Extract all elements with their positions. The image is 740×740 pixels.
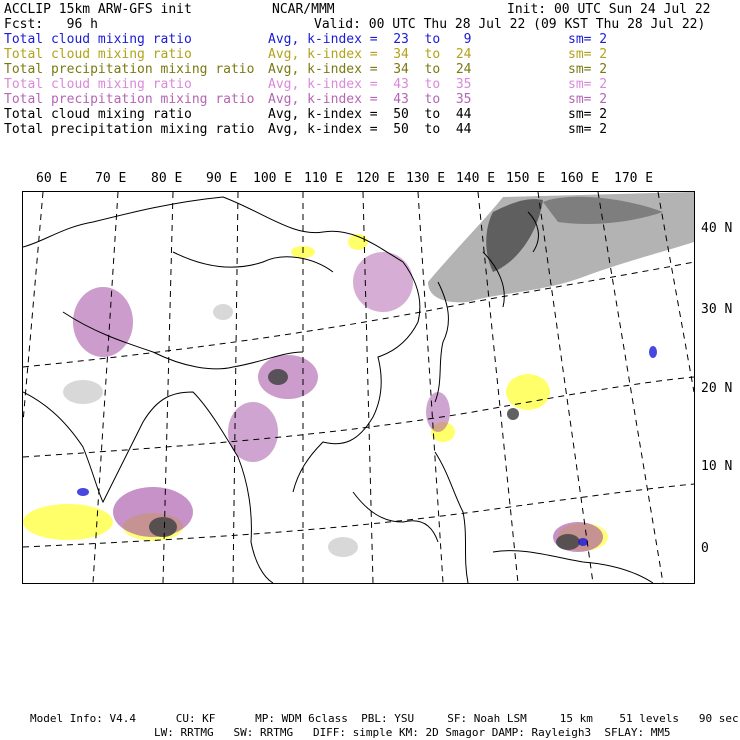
- field-smoothing: sm= 2: [568, 47, 608, 62]
- field-k-index: Avg, k-index = 43 to 35: [268, 92, 472, 107]
- longitude-label: 120 E: [356, 171, 396, 186]
- field-k-index: Avg, k-index = 50 to 44: [268, 107, 472, 122]
- map-title: ACCLIP 15km ARW-GFS init: [4, 2, 192, 17]
- field-smoothing: sm= 2: [568, 122, 608, 137]
- field-smoothing: sm= 2: [568, 62, 608, 77]
- longitude-label: 170 E: [614, 171, 654, 186]
- latitude-label: 0: [701, 541, 709, 556]
- field-name: Total precipitation mixing ratio: [4, 122, 255, 137]
- field-smoothing: sm= 2: [568, 107, 608, 122]
- field-name: Total cloud mixing ratio: [4, 107, 192, 122]
- forecast-hour: Fcst: 96 h: [4, 17, 98, 32]
- latitude-label: 20 N: [701, 381, 733, 396]
- field-name: Total cloud mixing ratio: [4, 32, 192, 47]
- longitude-label: 100 E: [253, 171, 293, 186]
- weather-map: [22, 191, 695, 584]
- field-name: Total precipitation mixing ratio: [4, 62, 255, 77]
- field-name: Total cloud mixing ratio: [4, 47, 192, 62]
- latitude-label: 30 N: [701, 302, 733, 317]
- longitude-label: 90 E: [206, 171, 238, 186]
- longitude-label: 160 E: [560, 171, 600, 186]
- longitude-label: 140 E: [456, 171, 496, 186]
- center-label: NCAR/MMM: [272, 2, 335, 17]
- valid-time: Valid: 00 UTC Thu 28 Jul 22 (09 KST Thu 28 Jul 22): [314, 17, 706, 32]
- longitude-label: 60 E: [36, 171, 68, 186]
- field-k-index: Avg, k-index = 43 to 35: [268, 77, 472, 92]
- field-k-index: Avg, k-index = 34 to 24: [268, 62, 472, 77]
- latitude-label: 40 N: [701, 221, 733, 236]
- field-smoothing: sm= 2: [568, 32, 608, 47]
- cloud-fields: [23, 192, 694, 557]
- field-smoothing: sm= 2: [568, 92, 608, 107]
- latitude-label: 10 N: [701, 459, 733, 474]
- model-info-line2: LW: RRTMG SW: RRTMG DIFF: simple KM: 2D Smagor DAMP: Rayleigh3 SFLAY: MM5: [154, 726, 671, 739]
- longitude-label: 110 E: [304, 171, 344, 186]
- longitude-label: 70 E: [95, 171, 127, 186]
- field-k-index: Avg, k-index = 50 to 44: [268, 122, 472, 137]
- longitude-label: 150 E: [506, 171, 546, 186]
- field-k-index: Avg, k-index = 34 to 24: [268, 47, 472, 62]
- field-smoothing: sm= 2: [568, 77, 608, 92]
- init-time: Init: 00 UTC Sun 24 Jul 22: [507, 2, 711, 17]
- field-name: Total cloud mixing ratio: [4, 77, 192, 92]
- field-name: Total precipitation mixing ratio: [4, 92, 255, 107]
- longitude-label: 80 E: [151, 171, 183, 186]
- longitude-label: 130 E: [406, 171, 446, 186]
- field-k-index: Avg, k-index = 23 to 9: [268, 32, 472, 47]
- model-info-line1: Model Info: V4.4 CU: KF MP: WDM 6class PBL: YSU SF: Noah LSM 15 km 51 levels 90 sec: [30, 712, 739, 725]
- map-canvas: [23, 192, 694, 583]
